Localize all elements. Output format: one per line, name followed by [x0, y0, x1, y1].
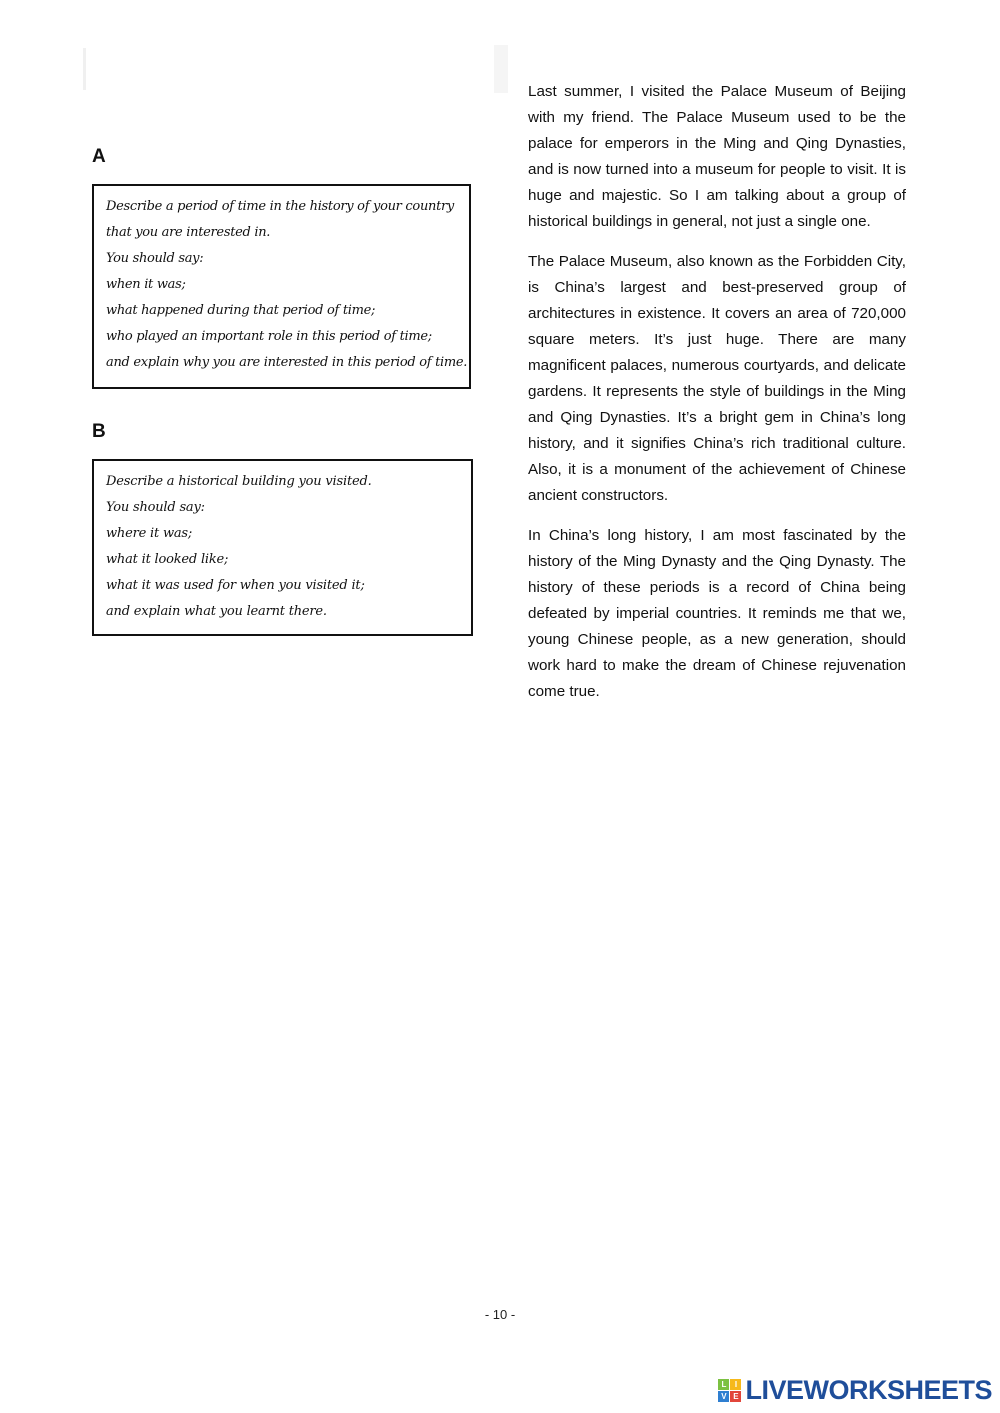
- cue-card-a-line: and explain why you are interested in this period of time.: [106, 355, 468, 370]
- cue-card-a-line: You should say:: [106, 251, 204, 266]
- scan-artifact: [494, 45, 508, 93]
- logo-tile-i: I: [730, 1379, 741, 1390]
- page-number: - 10 -: [484, 1307, 516, 1322]
- cue-card-b-line: what it was used for when you visited it;: [106, 578, 365, 593]
- scan-artifact: [83, 48, 86, 90]
- cue-card-a-line: what happened during that period of time;: [106, 303, 376, 318]
- cue-card-b-line: Describe a historical building you visited.: [106, 474, 372, 489]
- logo-tile-e: E: [730, 1391, 741, 1402]
- logo-tile-v: V: [718, 1391, 729, 1402]
- cue-card-b-line: You should say:: [106, 500, 205, 515]
- section-a-label: A: [92, 146, 106, 167]
- liveworksheets-logo-icon: [718, 1379, 741, 1402]
- section-b-label: B: [92, 421, 106, 442]
- sample-answer: [528, 79, 906, 719]
- cue-card-b: [92, 459, 473, 636]
- cue-card-b-line: where it was;: [106, 526, 193, 541]
- cue-card-a: [92, 184, 471, 389]
- cue-card-b-line: and explain what you learnt there.: [106, 604, 327, 619]
- liveworksheets-brand[interactable]: [718, 1375, 992, 1406]
- essay-paragraph: The Palace Museum, also known as the Forbidden City, is China’s largest and best-preserved group of architectures in existence. It covers an area of 720,000 square meters. It’s just huge. There are many magnificent palaces, numerous courtyards, and delicate gardens. It represents the style of buildings in the Ming and Qing Dynasties. It’s a bright gem in China’s long history, and it signifies China’s rich traditional culture. Also, it is a monument of the achievement of Chinese ancient constructors.: [528, 253, 906, 504]
- cue-card-a-line: who played an important role in this period of time;: [106, 329, 432, 344]
- cue-card-b-line: what it looked like;: [106, 552, 229, 567]
- essay-paragraph: Last summer, I visited the Palace Museum of Beijing with my friend. The Palace Museum used to be the palace for emperors in the Ming and Qing Dynasties, and is now turned into a museum for people to visit. It is huge and majestic. So I am talking about a group of historical buildings in general, not just a single one.: [528, 83, 906, 230]
- cue-card-a-line: Describe a period of time in the history of your country: [106, 199, 454, 214]
- brand-name: LIVEWORKSHEETS: [745, 1375, 992, 1405]
- cue-card-a-line: when it was;: [106, 277, 186, 292]
- logo-tile-l: L: [718, 1379, 729, 1390]
- cue-card-a-line: that you are interested in.: [106, 225, 271, 240]
- essay-paragraph: In China’s long history, I am most fascinated by the history of the Ming Dynasty and the Qing Dynasty. The history of these periods is a record of China being defeated by imperial countries. It reminds me that we, young Chinese people, as a new generation, should work hard to make the dream of Chinese rejuvenation come true.: [528, 527, 906, 700]
